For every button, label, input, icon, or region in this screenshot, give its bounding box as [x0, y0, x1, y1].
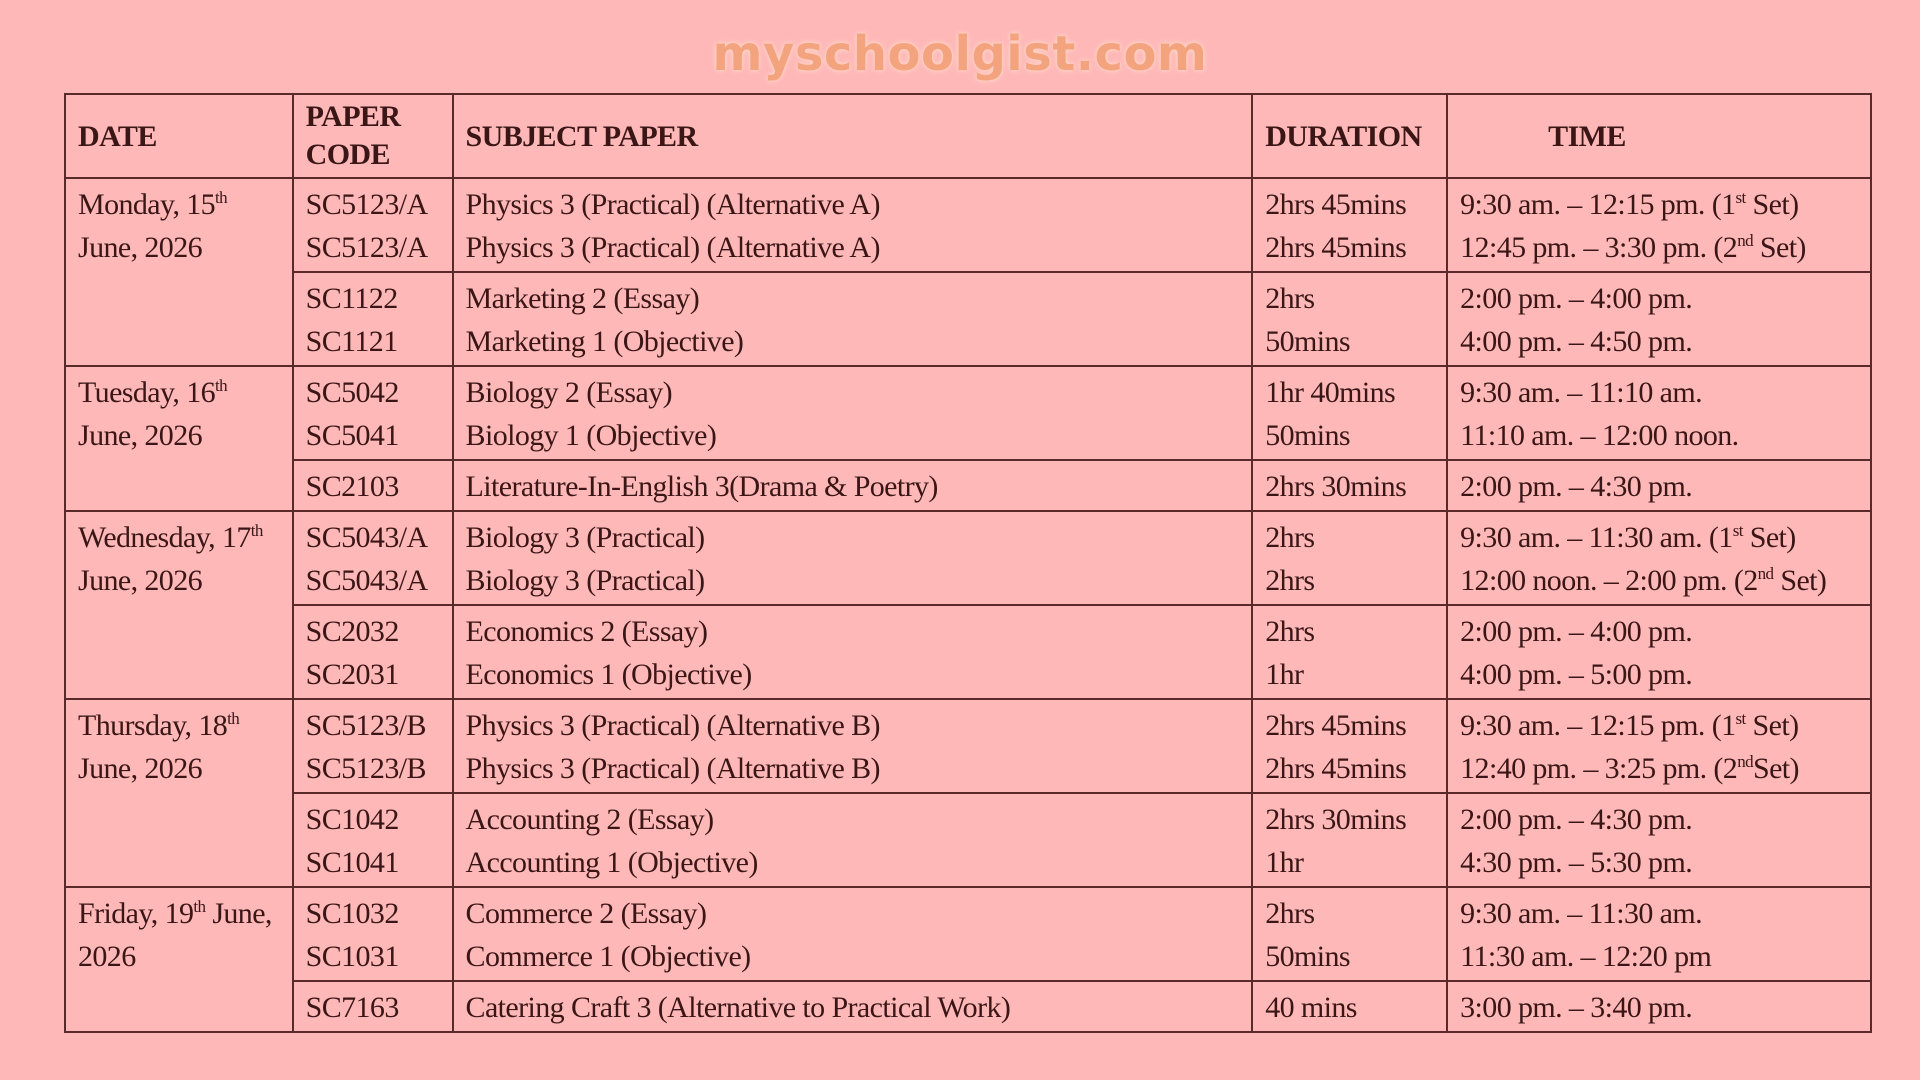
time-slot: [1460, 610, 1858, 653]
duration: 40 mins: [1265, 991, 1357, 1024]
time-slot: [1460, 986, 1858, 1029]
date-cell: [65, 366, 293, 511]
paper-code-cell: [293, 699, 453, 793]
date-line2: June, 2026: [78, 419, 202, 452]
subject-paper: Marketing 1 (Objective): [465, 325, 744, 358]
date-text: Friday, 19: [78, 897, 194, 930]
header-duration: [1252, 94, 1447, 178]
paper-code: SC5123/A: [305, 188, 428, 221]
duration: 50mins: [1265, 419, 1350, 452]
paper-code: SC1041: [305, 846, 399, 879]
timetable-header: [65, 94, 1871, 178]
time-text: 2:00 pm. – 4:00 pm.: [1460, 615, 1693, 648]
paper-code-cell: [293, 366, 453, 460]
time-slot: [1460, 704, 1858, 747]
time-text: 9:30 am. – 11:30 am.: [1460, 897, 1703, 930]
duration: 1hr: [1265, 658, 1304, 691]
time-slot: [1460, 183, 1858, 226]
duration: 2hrs 30mins: [1265, 470, 1407, 503]
paper-code-cell: [293, 460, 453, 511]
subject-cell: [453, 460, 1253, 511]
time-text-post: Set): [1753, 231, 1806, 264]
subject-paper: Accounting 1 (Objective): [465, 846, 758, 879]
subject-cell: [453, 887, 1253, 981]
subject-paper: Commerce 1 (Objective): [465, 940, 751, 973]
subject-cell: [453, 511, 1253, 605]
paper-code: SC5043/A: [305, 564, 428, 597]
time-slot: [1460, 892, 1858, 935]
subject-paper: Physics 3 (Practical) (Alternative A): [465, 188, 880, 221]
subject-cell: [453, 793, 1253, 887]
time-cell: [1447, 699, 1871, 793]
subject-paper: Accounting 2 (Essay): [465, 803, 714, 836]
header-row: [65, 94, 1871, 178]
time-text: 12:00 noon. – 2:00 pm. (2: [1460, 564, 1758, 597]
duration-cell: [1252, 178, 1447, 272]
subject-paper: Catering Craft 3 (Alternative to Practical Work): [465, 991, 1011, 1024]
header-time: [1447, 94, 1871, 178]
time-text: 9:30 am. – 12:15 pm. (1: [1460, 188, 1736, 221]
time-text: 4:00 pm. – 4:50 pm.: [1460, 325, 1693, 358]
duration: 2hrs 45mins: [1265, 188, 1407, 221]
subject-cell: [453, 366, 1253, 460]
time-cell: [1447, 981, 1871, 1032]
subject-paper: Physics 3 (Practical) (Alternative B): [465, 709, 880, 742]
set-ordinal: nd: [1757, 564, 1774, 583]
paper-code: SC5042: [305, 376, 399, 409]
paper-code: SC1032: [305, 897, 399, 930]
date-cell: [65, 699, 293, 887]
set-ordinal: st: [1732, 521, 1743, 540]
date-cell: [65, 178, 293, 366]
subject-paper: Commerce 2 (Essay): [465, 897, 707, 930]
duration: 1hr: [1265, 846, 1304, 879]
time-text: 9:30 am. – 11:10 am.: [1460, 376, 1703, 409]
date-ordinal: th: [215, 376, 228, 395]
table-row: [65, 366, 1871, 460]
header-paper-code: [293, 94, 453, 178]
header-paper-code-line2: CODE: [305, 138, 390, 171]
header-date-label: DATE: [78, 119, 157, 153]
duration: 2hrs 45mins: [1265, 709, 1407, 742]
time-slot: [1460, 841, 1858, 884]
set-ordinal: nd: [1737, 231, 1753, 250]
time-slot: [1460, 320, 1858, 363]
time-text-post: Set): [1742, 521, 1796, 554]
subject-paper: Biology 3 (Practical): [465, 564, 705, 597]
subject-paper: Biology 1 (Objective): [465, 419, 717, 452]
time-text-post: Set): [1745, 188, 1799, 221]
duration-cell: [1252, 511, 1447, 605]
time-text: 11:30 am. – 12:20 pm: [1460, 940, 1712, 973]
time-slot: [1460, 798, 1858, 841]
duration-cell: [1252, 981, 1447, 1032]
date-text: Wednesday, 17: [78, 521, 251, 554]
paper-code: SC1121: [305, 325, 398, 358]
time-text-post: Set): [1745, 709, 1799, 742]
duration-cell: [1252, 460, 1447, 511]
time-text: 12:45 pm. – 3:30 pm. (2: [1460, 231, 1738, 264]
table-row: [65, 699, 1871, 793]
paper-code: SC5123/B: [305, 709, 426, 742]
date-text: Thursday, 18: [78, 709, 228, 742]
time-slot: [1460, 935, 1858, 978]
duration: 2hrs: [1265, 897, 1315, 930]
time-slot: [1460, 414, 1858, 457]
duration: 2hrs 30mins: [1265, 803, 1407, 836]
date-ordinal: th: [227, 709, 240, 728]
date-line1: [78, 183, 280, 226]
header-duration-label: DURATION: [1265, 119, 1422, 153]
date-cell: [65, 887, 293, 1032]
table-row: [65, 793, 1871, 887]
duration: 2hrs: [1265, 282, 1315, 315]
set-ordinal: st: [1735, 709, 1746, 728]
time-cell: [1447, 460, 1871, 511]
time-cell: [1447, 605, 1871, 699]
paper-code-cell: [293, 887, 453, 981]
time-text: 12:40 pm. – 3:25 pm. (2: [1460, 752, 1738, 785]
time-cell: [1447, 793, 1871, 887]
date-line2: June, 2026: [78, 752, 202, 785]
subject-paper: Economics 2 (Essay): [465, 615, 708, 648]
time-slot: [1460, 226, 1858, 269]
duration-cell: [1252, 887, 1447, 981]
duration: 2hrs: [1265, 564, 1315, 597]
duration: 2hrs: [1265, 615, 1315, 648]
date-line1: [78, 371, 280, 414]
time-text-post: Set): [1773, 564, 1827, 597]
subject-paper: Literature-In-English 3(Drama & Poetry): [465, 470, 938, 503]
date-text: Tuesday, 16: [78, 376, 216, 409]
time-slot: [1460, 747, 1858, 790]
duration-cell: [1252, 793, 1447, 887]
paper-code-cell: [293, 272, 453, 366]
time-text-post: Set): [1753, 752, 1799, 785]
time-cell: [1447, 511, 1871, 605]
time-text: 2:00 pm. – 4:30 pm.: [1460, 470, 1693, 503]
paper-code: SC5043/A: [305, 521, 428, 554]
duration: 50mins: [1265, 940, 1350, 973]
time-text: 4:30 pm. – 5:30 pm.: [1460, 846, 1693, 879]
duration-cell: [1252, 699, 1447, 793]
table-row: [65, 605, 1871, 699]
time-slot: [1460, 371, 1858, 414]
table-row: [65, 511, 1871, 605]
date-line1: [78, 516, 280, 559]
duration-cell: [1252, 272, 1447, 366]
site-watermark: myschoolgist.com: [712, 26, 1208, 82]
paper-code: SC5041: [305, 419, 399, 452]
subject-paper: Physics 3 (Practical) (Alternative A): [465, 231, 880, 264]
time-text: 11:10 am. – 12:00 noon.: [1460, 419, 1739, 452]
paper-code-cell: [293, 793, 453, 887]
subject-paper: Biology 2 (Essay): [465, 376, 672, 409]
time-text: 3:00 pm. – 3:40 pm.: [1460, 991, 1693, 1024]
subject-cell: [453, 699, 1253, 793]
header-time-label: TIME: [1548, 119, 1626, 153]
duration: 2hrs: [1265, 521, 1315, 554]
time-cell: [1447, 272, 1871, 366]
paper-code: SC2032: [305, 615, 399, 648]
duration-cell: [1252, 605, 1447, 699]
paper-code-cell: [293, 605, 453, 699]
date-ordinal: th: [193, 897, 206, 916]
date-ordinal: th: [215, 188, 228, 207]
table-row: [65, 460, 1871, 511]
duration: 2hrs 45mins: [1265, 231, 1407, 264]
time-text: 2:00 pm. – 4:00 pm.: [1460, 282, 1693, 315]
exam-timetable: [64, 93, 1872, 1033]
duration-cell: [1252, 366, 1447, 460]
paper-code: SC2031: [305, 658, 399, 691]
time-text: 4:00 pm. – 5:00 pm.: [1460, 658, 1693, 691]
duration: 2hrs 45mins: [1265, 752, 1407, 785]
time-cell: [1447, 178, 1871, 272]
time-text: 2:00 pm. – 4:30 pm.: [1460, 803, 1693, 836]
time-cell: [1447, 887, 1871, 981]
header-subject-label: SUBJECT PAPER: [465, 119, 698, 153]
paper-code: SC7163: [305, 991, 399, 1024]
paper-code: SC1042: [305, 803, 399, 836]
date-line2: 2026: [78, 940, 136, 973]
time-slot: [1460, 653, 1858, 696]
subject-paper: Physics 3 (Practical) (Alternative B): [465, 752, 880, 785]
header-date: [65, 94, 293, 178]
paper-code: SC5123/A: [305, 231, 428, 264]
paper-code: SC2103: [305, 470, 399, 503]
time-slot: [1460, 559, 1858, 602]
header-subject-paper: [453, 94, 1253, 178]
subject-cell: [453, 605, 1253, 699]
set-ordinal: st: [1735, 188, 1746, 207]
duration: 50mins: [1265, 325, 1350, 358]
paper-code: SC1031: [305, 940, 399, 973]
date-line2: June, 2026: [78, 564, 202, 597]
date-line2: June, 2026: [78, 231, 202, 264]
timetable-body: [65, 178, 1871, 1032]
date-line1: [78, 704, 280, 747]
paper-code: SC5123/B: [305, 752, 426, 785]
time-slot: [1460, 277, 1858, 320]
time-cell: [1447, 366, 1871, 460]
subject-cell: [453, 272, 1253, 366]
subject-paper: Biology 3 (Practical): [465, 521, 705, 554]
time-slot: [1460, 516, 1858, 559]
date-line1: [78, 892, 280, 935]
date-ordinal: th: [250, 521, 263, 540]
paper-code-cell: [293, 511, 453, 605]
time-slot: [1460, 465, 1858, 508]
time-text: 9:30 am. – 11:30 am. (1: [1460, 521, 1733, 554]
subject-cell: [453, 981, 1253, 1032]
table-row: [65, 981, 1871, 1032]
date-text: Monday, 15: [78, 188, 216, 221]
table-row: [65, 178, 1871, 272]
subject-paper: Marketing 2 (Essay): [465, 282, 700, 315]
subject-paper: Economics 1 (Objective): [465, 658, 752, 691]
date-text-post: June,: [205, 897, 272, 930]
header-paper-code-line1: PAPER: [305, 100, 401, 133]
set-ordinal: nd: [1737, 752, 1753, 771]
paper-code-cell: [293, 981, 453, 1032]
date-cell: [65, 511, 293, 699]
paper-code-cell: [293, 178, 453, 272]
table-row: [65, 272, 1871, 366]
duration: 1hr 40mins: [1265, 376, 1396, 409]
time-text: 9:30 am. – 12:15 pm. (1: [1460, 709, 1736, 742]
subject-cell: [453, 178, 1253, 272]
table-row: [65, 887, 1871, 981]
paper-code: SC1122: [305, 282, 398, 315]
